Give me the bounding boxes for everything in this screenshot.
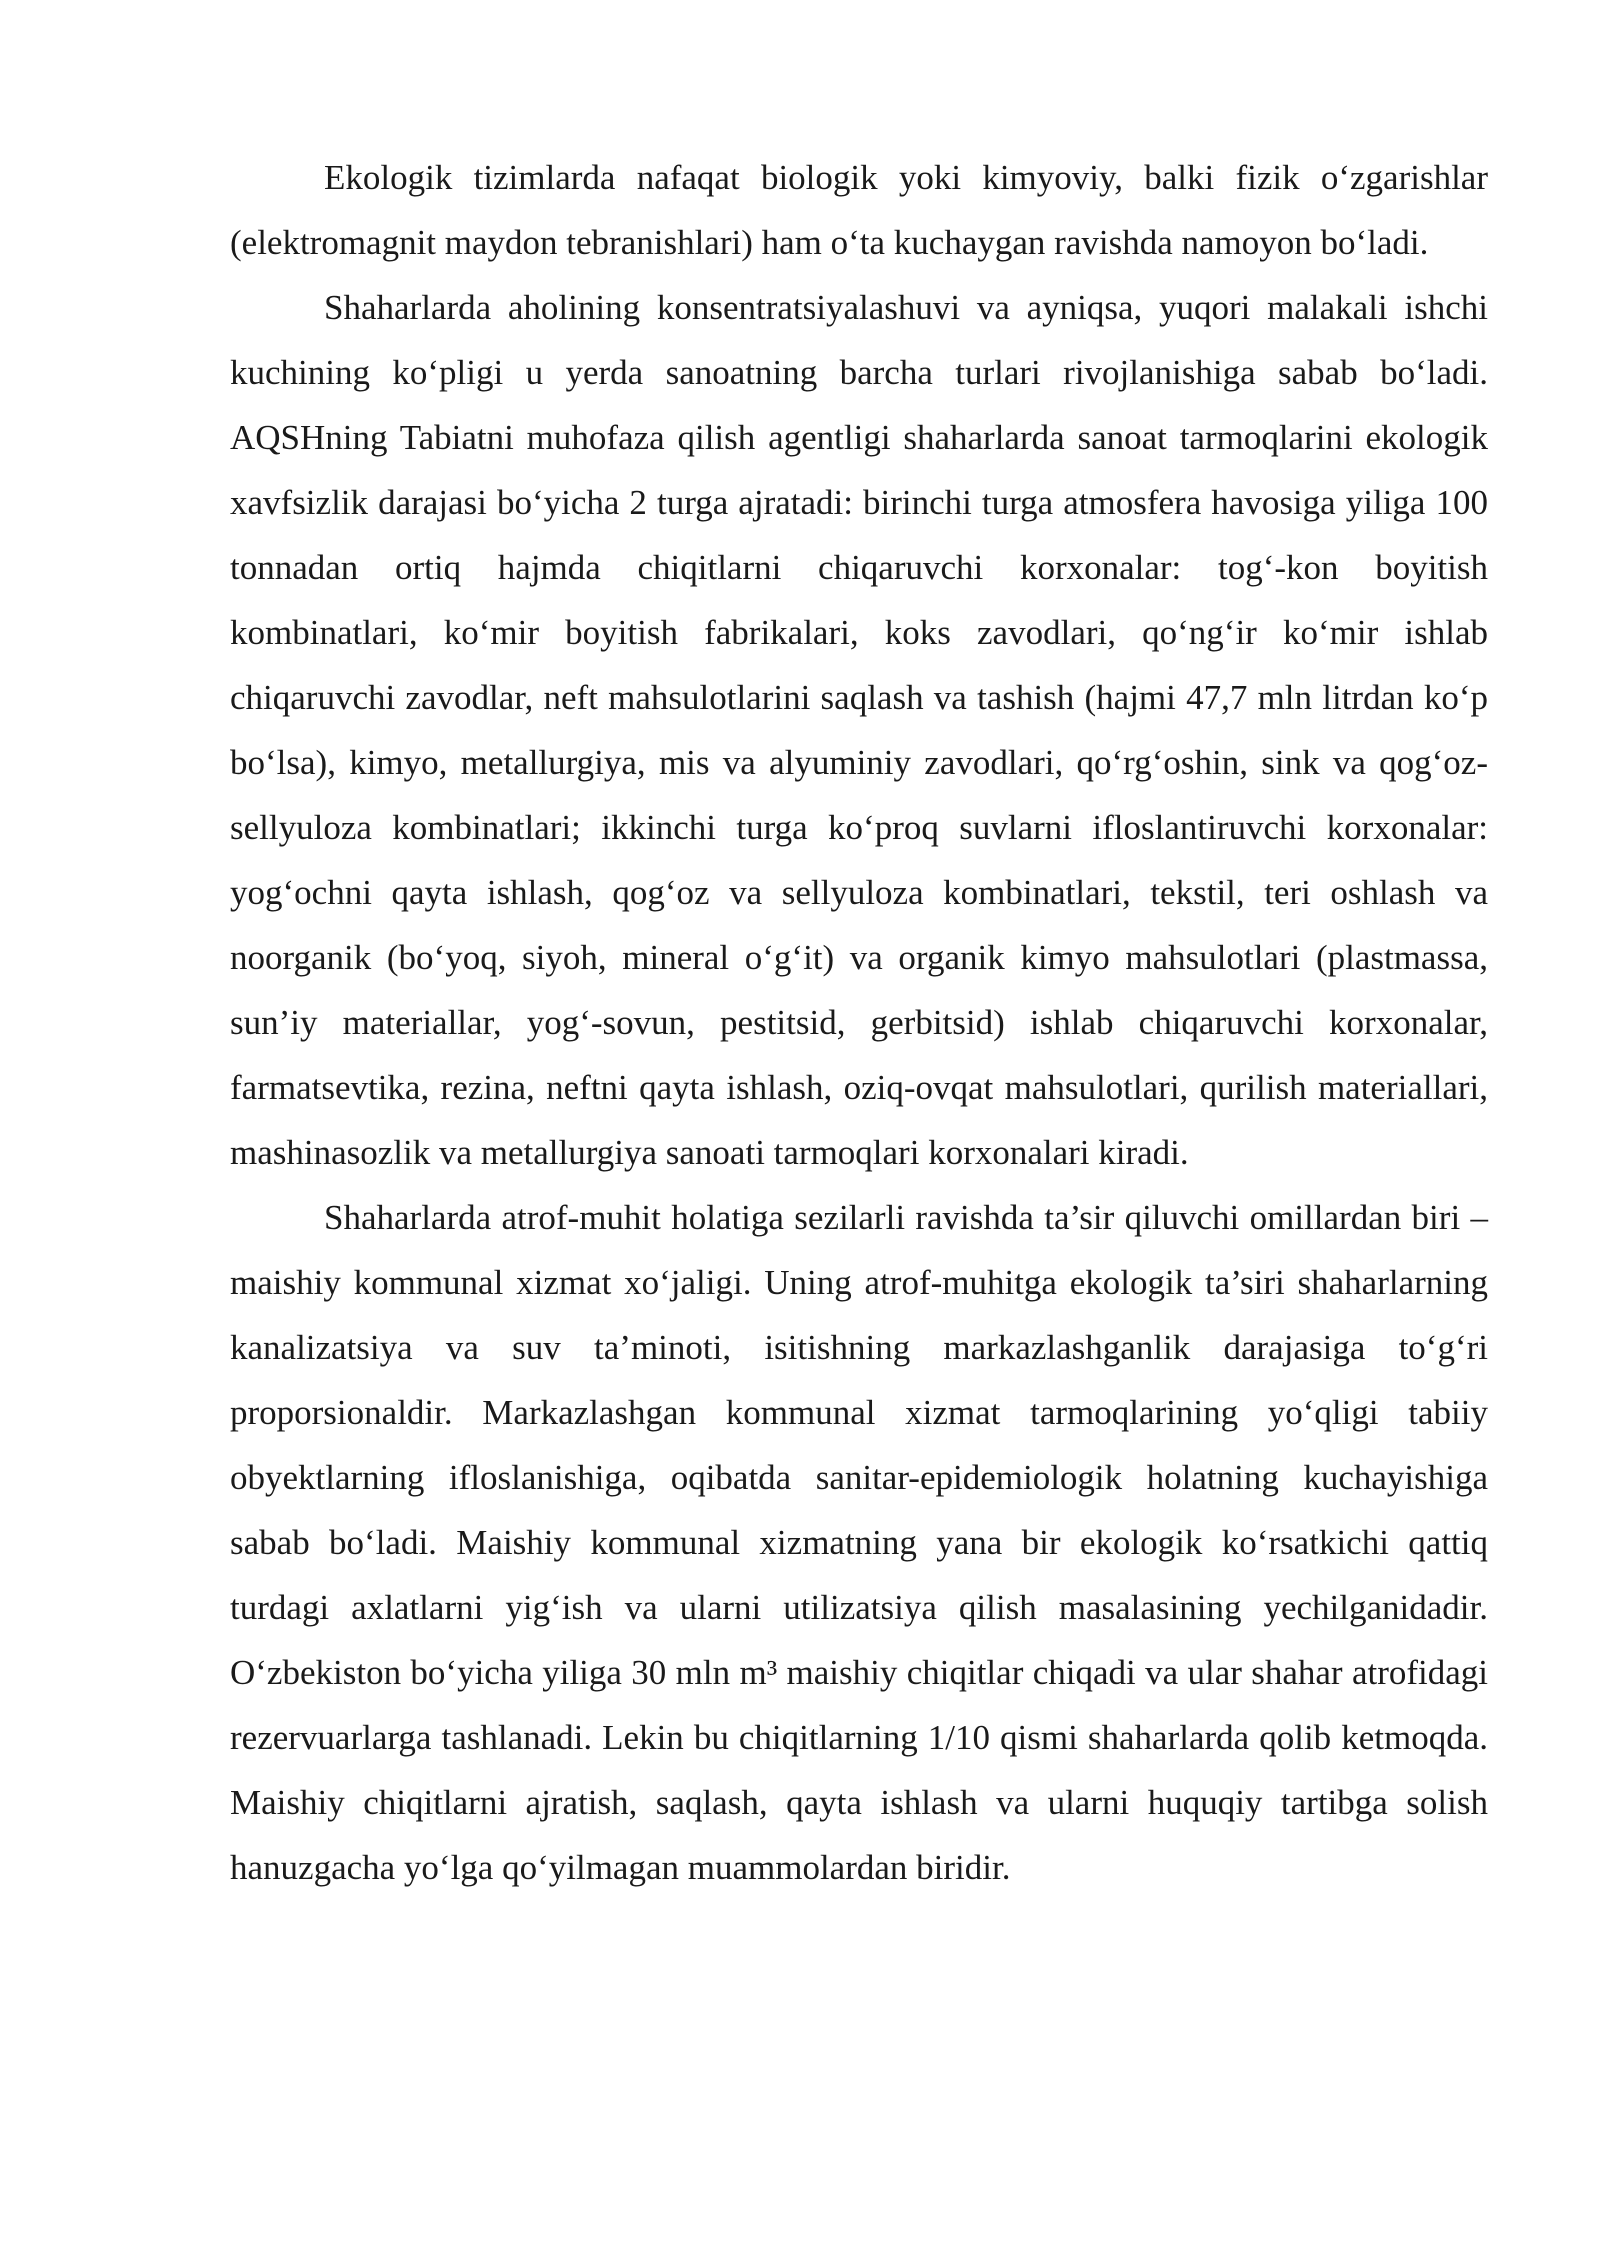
paragraph-physical-changes: Ekologik tizimlarda nafaqat biologik yoki kimyoviy, balki fizik o‘zgarishlar (elektromagnit maydon tebranishlari) ham o‘ta kuchaygan ravishda namoyon bo‘ladi. [230,158,1488,262]
paragraph-municipal-services: Shaharlarda atrof-muhit holatiga sezilarli ravishda ta’sir qiluvchi omillardan biri – maishiy kommunal xizmat xo‘jaligi. Uning atrof-muhitga ekologik ta’siri shaharlarning kanalizatsiya va suv ta’minoti, isitishning markazlashganlik darajasiga to‘g‘ri proporsionaldir. Markazlashgan kommunal xizmat tarmoqlarining yo‘qligi tabiiy obyektlarning ifloslanishiga, oqibatda sanitar-epidemiologik holatning kuchayishiga sabab bo‘ladi. Maishiy kommunal xizmatning yana bir ekologik ko‘rsatkichi qattiq turdagi axlatlarni yig‘ish va ularni utilizatsiya qilish masalasining yechilganidadir. O‘zbekiston bo‘yicha yiliga 30 mln m³ maishiy chiqitlar chiqadi va ular shahar atrofidagi rezervuarlarga tashlanadi. Lekin bu chiqitlarning 1/10 qismi shaharlarda qolib ketmoqda. Maishiy chiqitlarni ajratish, saqlash, qayta ishlash va ularni huquqiy tartibga solish hanuzgacha yo‘lga qo‘yilmagan muammolardan biridir. [230,1198,1488,1887]
document-page [230,145,1488,1900]
paragraph-industrial-classification: Shaharlarda aholining konsentratsiyalashuvi va ayniqsa, yuqori malakali ishchi kuchining ko‘pligi u yerda sanoatning barcha turlari rivojlanishiga sabab bo‘ladi. AQSHning Tabiatni muhofaza qilish agentligi shaharlarda sanoat tarmoqlarini ekologik xavfsizlik darajasi bo‘yicha 2 turga ajratadi: birinchi turga atmosfera havosiga yiliga 100 tonnadan ortiq hajmda chiqitlarni chiqaruvchi korxonalar: tog‘-kon boyitish kombinatlari, ko‘mir boyitish fabrikalari, koks zavodlari, qo‘ng‘ir ko‘mir ishlab chiqaruvchi zavodlar, neft mahsulotlarini saqlash va tashish (hajmi 47,7 mln litrdan ko‘p bo‘lsa), kimyo, metallurgiya, mis va alyuminiy zavodlari, qo‘rg‘oshin, sink va qog‘oz-sellyuloza kombinatlari; ikkinchi turga ko‘proq suvlarni ifloslantiruvchi korxonalar: yog‘ochni qayta ishlash, qog‘oz va sellyuloza kombinatlari, tekstil, teri oshlash va noorganik (bo‘yoq, siyoh, mineral o‘g‘it) va organik kimyo mahsulotlari (plastmassa, sun’iy materiallar, yog‘-sovun, pestitsid, gerbitsid) ishlab chiqaruvchi korxonalar, farmatsevtika, rezina, neftni qayta ishlash, oziq-ovqat mahsulotlari, qurilish materiallari, mashinasozlik va metallurgiya sanoati tarmoqlari korxonalari kiradi. [230,288,1488,1172]
